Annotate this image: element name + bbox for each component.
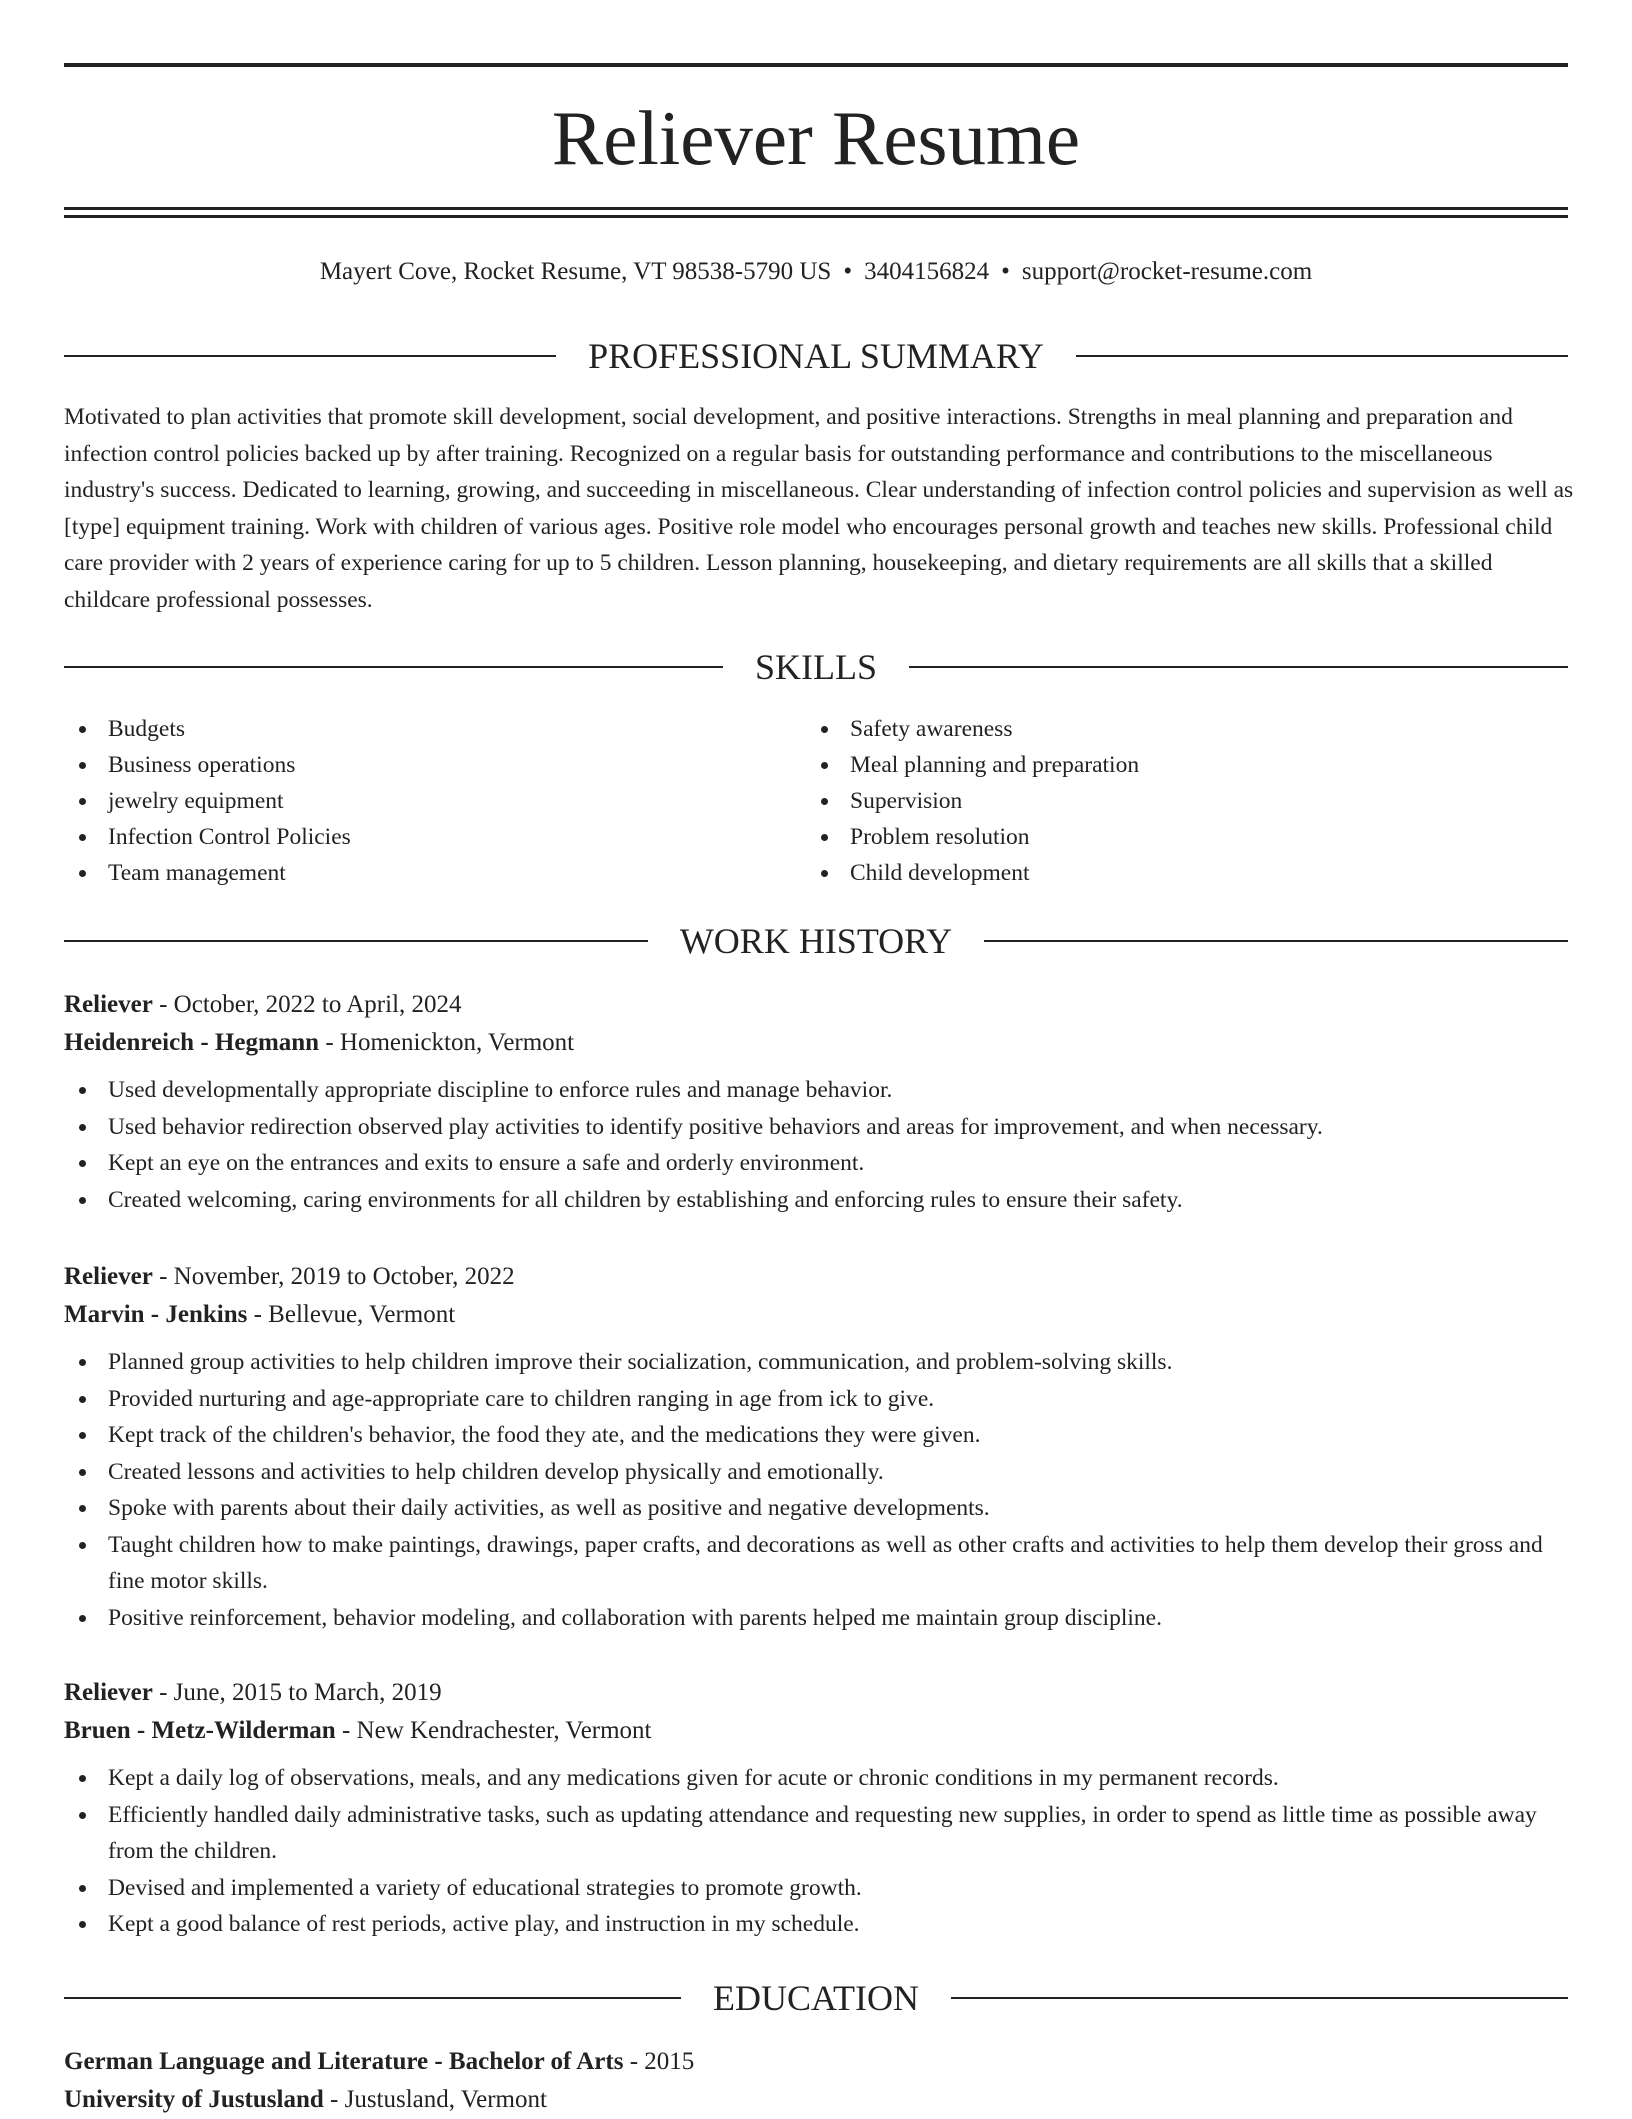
section-rule (64, 666, 723, 668)
education-degree: German Language and Literature - Bachelor of Arts (64, 2048, 624, 2075)
contact-phone: 3404156824 (864, 258, 990, 285)
job-company-line (64, 1712, 1568, 1750)
job-bullet: Used developmentally appropriate discipline to enforce rules and manage behavior. (64, 1072, 1568, 1109)
education-entry (64, 2043, 1568, 2119)
job-bullet: Taught children how to make paintings, drawings, paper crafts, and decorations as well as other crafts and activities to help them develop their gross and fine motor skills. (64, 1527, 1568, 1600)
section-rule (1076, 355, 1568, 357)
job-bullets (64, 1344, 1568, 1636)
job-location: - Homenickton, Vermont (319, 1029, 575, 1056)
job-bullet: Used behavior redirection observed play activities to identify positive behaviors and areas for improvement, and when necessary. (64, 1109, 1568, 1146)
section-title-summary: PROFESSIONAL SUMMARY (588, 336, 1044, 376)
job-entry (64, 1674, 1568, 1943)
job-entry (64, 986, 1568, 1218)
section-title-education: EDUCATION (713, 1978, 919, 2018)
job-bullet: Kept an eye on the entrances and exits to ensure a safe and orderly environment. (64, 1145, 1568, 1182)
job-location: - Bellevue, Vermont (247, 1301, 456, 1328)
contact-separator: • (843, 258, 853, 285)
job-title: Reliever (64, 1679, 153, 1706)
job-entry (64, 1258, 1568, 1636)
job-company: Bruen - Metz-Wilderman (64, 1717, 336, 1744)
job-location: - New Kendrachester, Vermont (335, 1717, 652, 1744)
job-title-line (64, 986, 1568, 1024)
section-rule (984, 940, 1568, 942)
job-bullet: Created lessons and activities to help children develop physically and emotionally. (64, 1454, 1568, 1491)
job-bullet: Spoke with parents about their daily activities, as well as positive and negative developments. (64, 1490, 1568, 1527)
skill-item: Infection Control Policies (64, 819, 804, 855)
skill-item: Child development (806, 855, 1566, 891)
job-title: Reliever (64, 991, 153, 1018)
job-company: Heidenreich - Hegmann (64, 1029, 320, 1056)
section-rule (909, 666, 1568, 668)
summary-text: Motivated to plan activities that promote skill development, social development, and positive interactions. Strengths in meal planning and preparation and infection control policies backed up by after training. Recognized on a regular basis for outstanding performance and contributions to the miscellaneous industry's success. Dedicated to learning, growing, and succeeding in miscellaneous. Clear understanding of infection control policies and supervision as well as [type] equipment training. Work with children of various ages. Positive role model who encourages personal growth and teaches new skills. Professional child care provider with 2 years of experience caring for up to 5 children. Lesson planning, housekeeping, and dietary requirements are all skills that a skilled childcare professional possesses. (64, 404, 1574, 613)
skill-item: Safety awareness (806, 711, 1566, 747)
section-title-skills: SKILLS (755, 647, 878, 687)
job-company-line (64, 1296, 1568, 1334)
job-company: Marvin - Jenkins (64, 1301, 248, 1328)
job-bullet: Provided nurturing and age-appropriate care to children ranging in age from ick to give. (64, 1381, 1568, 1418)
skill-item: Budgets (64, 711, 804, 747)
skill-item: jewelry equipment (64, 783, 804, 819)
job-bullet: Positive reinforcement, behavior modeling, and collaboration with parents helped me maintain group discipline. (64, 1600, 1568, 1637)
job-dates: - November, 2019 to October, 2022 (152, 1263, 515, 1290)
job-bullets (64, 1760, 1568, 1943)
contact-address: Mayert Cove, Rocket Resume, VT 98538-5790 US (319, 258, 832, 285)
section-rule (951, 1997, 1568, 1999)
section-header-education (64, 1976, 1568, 2020)
job-bullet: Planned group activities to help children improve their socialization, communication, and problem-solving skills. (64, 1344, 1568, 1381)
header-top-rule (64, 63, 1568, 67)
skill-item: Problem resolution (806, 819, 1566, 855)
job-bullet: Created welcoming, caring environments for all children by establishing and enforcing rules to ensure their safety. (64, 1182, 1568, 1219)
resume-title: Reliever Resume (551, 95, 1081, 181)
contact-email: support@rocket-resume.com (1021, 258, 1313, 285)
skill-item: Business operations (64, 747, 804, 783)
education-location: - Justusland, Vermont (323, 2086, 547, 2113)
skills-list-right (806, 711, 1566, 891)
job-title-line (64, 1258, 1568, 1296)
job-bullet: Kept a good balance of rest periods, active play, and instruction in my schedule. (64, 1906, 1568, 1943)
contact-line (64, 254, 1568, 290)
education-degree-line (64, 2043, 1568, 2081)
job-dates: - October, 2022 to April, 2024 (152, 991, 462, 1018)
skills-list-left (64, 711, 804, 891)
section-rule (64, 355, 556, 357)
job-company-line (64, 1024, 1568, 1062)
job-title-line (64, 1674, 1568, 1712)
skill-item: Team management (64, 855, 804, 891)
header-bottom-rule (64, 207, 1568, 210)
job-bullet: Kept track of the children's behavior, the food they ate, and the medications they were given. (64, 1417, 1568, 1454)
skill-item: Meal planning and preparation (806, 747, 1566, 783)
skill-item: Supervision (806, 783, 1566, 819)
job-dates: - June, 2015 to March, 2019 (152, 1679, 442, 1706)
education-school: University of Justusland (64, 2086, 324, 2113)
job-bullet: Kept a daily log of observations, meals, and any medications given for acute or chronic conditions in my permanent records. (64, 1760, 1568, 1797)
education-year: - 2015 (623, 2048, 695, 2075)
section-header-summary (64, 334, 1568, 378)
section-rule (64, 1997, 681, 1999)
job-title: Reliever (64, 1263, 153, 1290)
education-school-line (64, 2081, 1568, 2119)
contact-separator: • (1001, 258, 1010, 285)
section-header-work (64, 919, 1568, 963)
section-title-work: WORK HISTORY (679, 921, 953, 961)
job-bullet: Efficiently handled daily administrative tasks, such as updating attendance and requesting new supplies, in order to spend as little time as possible away from the children. (64, 1797, 1568, 1870)
section-header-skills (64, 645, 1568, 689)
job-bullets (64, 1072, 1568, 1218)
header-bottom-rule-2 (64, 215, 1568, 218)
section-rule (64, 940, 648, 942)
job-bullet: Devised and implemented a variety of educational strategies to promote growth. (64, 1870, 1568, 1907)
